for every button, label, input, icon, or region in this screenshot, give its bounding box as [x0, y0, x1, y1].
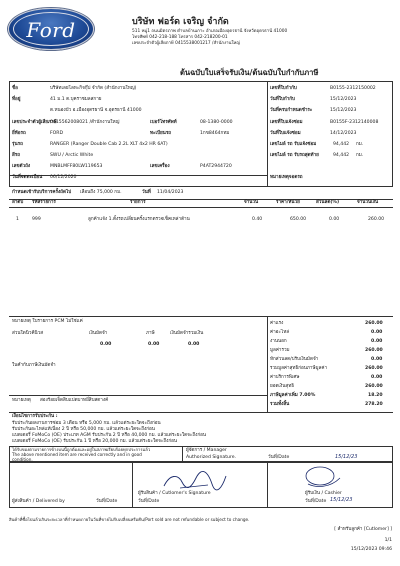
totals-divider	[267, 316, 268, 412]
service-divider	[9, 175, 267, 176]
company-phone: โทรศัพท์ 042-218-188 โทรสาร 042-218200-01	[132, 35, 228, 40]
company-name: บริษัท ฟอร์ด เจริญ จำกัด	[132, 17, 229, 27]
car-plate: 1กข8464กทม	[200, 131, 230, 136]
customer-name-label: ชื่อ	[12, 86, 18, 91]
row-no: 1	[16, 217, 19, 222]
warranty-line-2: รับประกันอะไหล่แท้เนื่อง 2 ปี หรือ 50,000 กม. แล้วแต่ระยะใดจะถึงก่อน	[12, 427, 155, 432]
logo-text: Ford	[26, 18, 76, 42]
next-service-date-label: วันที่	[142, 190, 151, 195]
totals-parts-label: ค่าอะไหล่	[270, 330, 290, 335]
customer-date-label: วันที่/Date	[138, 499, 160, 504]
customer-taxid: 0415562008021 /สำนักงานใหญ่	[50, 120, 120, 125]
km-in-unit: กม.	[356, 142, 364, 147]
col-header-code: รหัสรายการ	[32, 200, 56, 205]
document-title: ต้นฉบับใบเสร็จรับเงิน/ต้นฉบับใบกำกับภาษี	[180, 68, 319, 77]
totals-grand-value: 278.20	[365, 402, 383, 407]
car-brand: FORD	[50, 131, 63, 136]
cashier-date-label: วันที่/Date	[305, 499, 327, 504]
totals-subtotal-label: มูลค่ารวม	[270, 348, 290, 353]
job-date-label: วันที่ใบแจ้งซ่อม	[270, 131, 301, 136]
totals-outsource-label: งานนอก	[270, 339, 287, 344]
car-color-label: สีรถ	[12, 153, 21, 158]
cashier-signature-mark	[298, 464, 348, 492]
signature-divider-1	[132, 462, 133, 508]
totals-labor-value: 260.00	[365, 321, 383, 326]
company-address: 511 หมู่1 ถนนมิตรภาพ ตำบลบ้านเกาะ อำเภอเมืองอุดรธานี จังหวัดอุดรธานี 41000	[132, 29, 288, 34]
km-out-label: เลขไมล์ รถ รับรถสุดท้าย	[270, 153, 319, 158]
confirm-english-1: The above mentioned item are received correctly and in good	[12, 452, 142, 457]
totals-net-value: 260.00	[365, 384, 383, 389]
row-code: 999	[32, 217, 41, 222]
company-taxid: เลขประจำตัวผู้เสียภาษี 0415538001217 /สำนักงานใหญ่	[132, 41, 241, 46]
totals-subtotal-value: 260.00	[365, 348, 383, 353]
row-desc: ลูกค้าแจ้ง 1.ตั้งรถเปลี่ยนครั้งแรกตรวจเช็คเหล่าด้าน	[88, 217, 190, 222]
footer-copy-label: [ สำหรับลูกค้า [Cutlomer] ]	[334, 527, 392, 532]
row-qty: 0.40	[252, 217, 263, 222]
warranty-line-4: แบตเตอรี่ FoMoCo (OE) รับประกัน 1 ปี หรือ 20,000 กม. แล้วแต่ระยะใดจะถึงก่อน	[12, 439, 178, 444]
totals-discount-label: หักส่วนลด/ปรับเงินมัดจำ	[270, 357, 319, 362]
next-service-km: เลือนถึง 75,000 กม.	[80, 190, 122, 195]
ford-logo	[8, 8, 94, 50]
invoice-date-label: วันที่ใบกำกับ	[270, 97, 295, 102]
totals-special-value: 0.00	[371, 375, 383, 380]
totals-net-before-tax-value: 260.00	[365, 366, 383, 371]
totals-special-label: ค่าบริการพิเศษ	[270, 375, 300, 380]
payment-title: หมายเหตุ ใบรายการ PCM ไม่ใช่แค่	[12, 319, 83, 324]
totals-labor-label: ค่าแรง	[270, 321, 284, 326]
customer-signature-mark	[160, 470, 230, 492]
job-no: B0155F-2312140008	[330, 120, 379, 125]
footer-page: 1/1	[384, 538, 392, 543]
footer-printed-time: 15/12/2023 09:46	[350, 547, 392, 552]
warranty-top-rule	[9, 412, 393, 413]
customer-name: บริษัทเลยโลหะกิจกุ๊ป จำกัด (สำนักงานใหญ่)	[50, 86, 137, 91]
deliver-date-label: วันที่/Date	[96, 499, 118, 504]
km-in: 94,442	[333, 142, 350, 147]
authorized-signature-label: Authorized Signature.	[186, 455, 236, 460]
car-model-label: รุ่นรถ	[12, 142, 23, 147]
km-out-unit: กม.	[356, 153, 364, 158]
payment-deposit-value: 0.00	[100, 342, 112, 347]
col-header-discount: ส่วนลด(%)	[316, 200, 340, 205]
parking-remark-label: หมายเหตุจอดรถ	[270, 175, 303, 180]
car-engine-label: เลขเครื่อง	[150, 164, 170, 169]
col-header-amount: จำนวนเงิน	[357, 200, 379, 205]
car-regdate-label: วันที่จดทะเบียน	[12, 175, 43, 180]
amount-in-words: สองร้อยเจ็ดสิบแปดบาทยี่สิบสตางค์	[40, 398, 109, 403]
col-header-no: ลำดับ	[12, 200, 24, 205]
totals-grand-label: รวมทั้งสิ้น	[270, 402, 290, 407]
km-out: 94,442	[333, 153, 350, 158]
customer-address-label: ที่อยู่	[12, 97, 21, 102]
next-service-label: กำหนดเข้ารับบริการครั้งถัดไป	[12, 190, 72, 195]
car-brand-label: ยี่ห้อรถ	[12, 131, 26, 136]
row-amount: 260.00	[368, 217, 385, 222]
warranty-line-1: รับประกันผลงานการซ่อม 3 เดือน หรือ 5,000 กม. แล้วแต่ระยะใดจะถึงก่อน	[12, 421, 161, 426]
totals-net-label: ยอดเงินสุทธิ	[270, 384, 295, 389]
info-divider	[267, 81, 268, 187]
due-date: 15/12/2023	[330, 108, 357, 113]
totals-discount-value: 0.00	[371, 357, 383, 362]
car-regdate: 06/12/2020	[50, 175, 77, 180]
confirm-date-handwritten: 15/12/23	[335, 454, 358, 460]
amount-words-label: หมายเหตุ	[12, 398, 31, 403]
signature-divider-2	[267, 462, 268, 508]
col-header-desc: รายการ	[130, 200, 146, 205]
cashier-label: ผู้รับเงิน / Cashier	[305, 491, 342, 496]
car-model: RANGER (Ranger Double Cab 2.2L XLT 4x2 HR 6AT)	[50, 142, 168, 147]
car-color: SWU / Arctic White	[50, 153, 94, 158]
totals-net-before-tax-label: รวมมูลค่าสุทธิก่อนภาษีมูลค่า	[270, 366, 328, 371]
payment-col3: ภาษี	[146, 331, 155, 336]
cashier-date-handwritten: 15/12/23	[330, 497, 353, 503]
totals-outsource-value: 0.00	[371, 339, 383, 344]
customer-phone-label: เบอร์โทรศัพท์	[150, 120, 177, 125]
customer-address-2: ต.หนองบัว อ.เมืองอุดรธานี จ.อุดรธานี 41000	[50, 108, 142, 113]
deliver-label: ผู้ส่งสินค้า / Delivered by	[12, 499, 65, 504]
customer-taxid-label: เลขประจำตัวผู้เสียภาษี	[12, 120, 57, 125]
payment-col2: เงินมัดจำ	[89, 331, 108, 336]
note-rule	[9, 395, 267, 396]
due-date-label: วันที่ครบกำหนดชำระ	[270, 108, 313, 113]
customer-phone: 08-1380-0000	[200, 120, 233, 125]
footer-note: สินค้าที่ซื้อไปแล้วเกินระยะเวลาที่กำหนดภายในวันที่ขายไม่รับเปลี่ยนหรือคืน/Port sold are not refundable or subject to change.	[9, 517, 250, 522]
warranty-line-3: แบตเตอรี่ FoMoCo (OE) ประเภท AGM รับประกัน 2 ปี หรือ 40,000 กม. แล้วแต่ระยะใดจะถึงก่อน	[12, 433, 207, 438]
confirm-divider	[182, 446, 183, 462]
deposit-tax-label: ในคำกับภาษีเงินมัดจำ	[12, 363, 56, 368]
col-header-qty: จำนวน	[244, 200, 259, 205]
job-no-label: เลขที่ใบแจ้งซ่อม	[270, 120, 303, 125]
totals-top-rule	[9, 316, 393, 317]
payment-col4: เงินมัดจำรวมเงิน	[170, 331, 204, 336]
car-vin-label: เลขตัวถัง	[12, 164, 31, 169]
row-discount: 0.00	[329, 217, 340, 222]
car-engine: P4AT2944720	[200, 164, 232, 169]
totals-vat-value: 18.20	[368, 393, 383, 398]
invoice-date: 15/12/2023	[330, 97, 357, 102]
confirm-thai: ได้รับของตามรายการข้างบนนี้ถูกต้องและอยู่ในสภาพเรียบร้อยทุกประการแล้ว	[12, 447, 151, 452]
warranty-title: เงื่อนไขการรับประกัน :	[12, 414, 58, 419]
car-plate-label: ทะเบียนรถ	[150, 131, 172, 136]
customer-address-1: 41 ม.1 ต.บุคราชมลสกาย	[50, 97, 102, 102]
km-in-label: เลขไมล์ รถ รับแจ้งซ่อม	[270, 142, 317, 147]
payment-col1: ส่วนใดนิวคีนิวส	[12, 331, 44, 336]
row-price: 650.00	[290, 217, 307, 222]
totals-vat-label: ภาษีมูลค่าเพิ่ม 7.00%	[270, 393, 316, 398]
confirm-english-2: condition.	[12, 457, 33, 462]
job-date: 14/12/2023	[330, 131, 357, 136]
col-header-price: ราคา/หน่วย	[276, 200, 300, 205]
table-header-rule	[9, 207, 393, 208]
confirm-date-label: วันที่/Date	[268, 455, 290, 460]
customer-signature-label: ผู้รับสินค้า / Cutlomer's Signature	[138, 491, 211, 496]
invoice-no-label: เลขที่ใบกำกับ	[270, 86, 297, 91]
next-service-date: 11/04/2023	[157, 190, 184, 195]
payment-total-value: 0.00	[188, 342, 200, 347]
totals-parts-value: 0.00	[371, 330, 383, 335]
car-vin: MNBLMFF80LW119653	[50, 164, 103, 169]
invoice-no: B0155-2312150002	[330, 86, 376, 91]
payment-tax-value: 0.00	[148, 342, 160, 347]
manager-label: ผู้จัดการ / Manager	[186, 448, 227, 453]
